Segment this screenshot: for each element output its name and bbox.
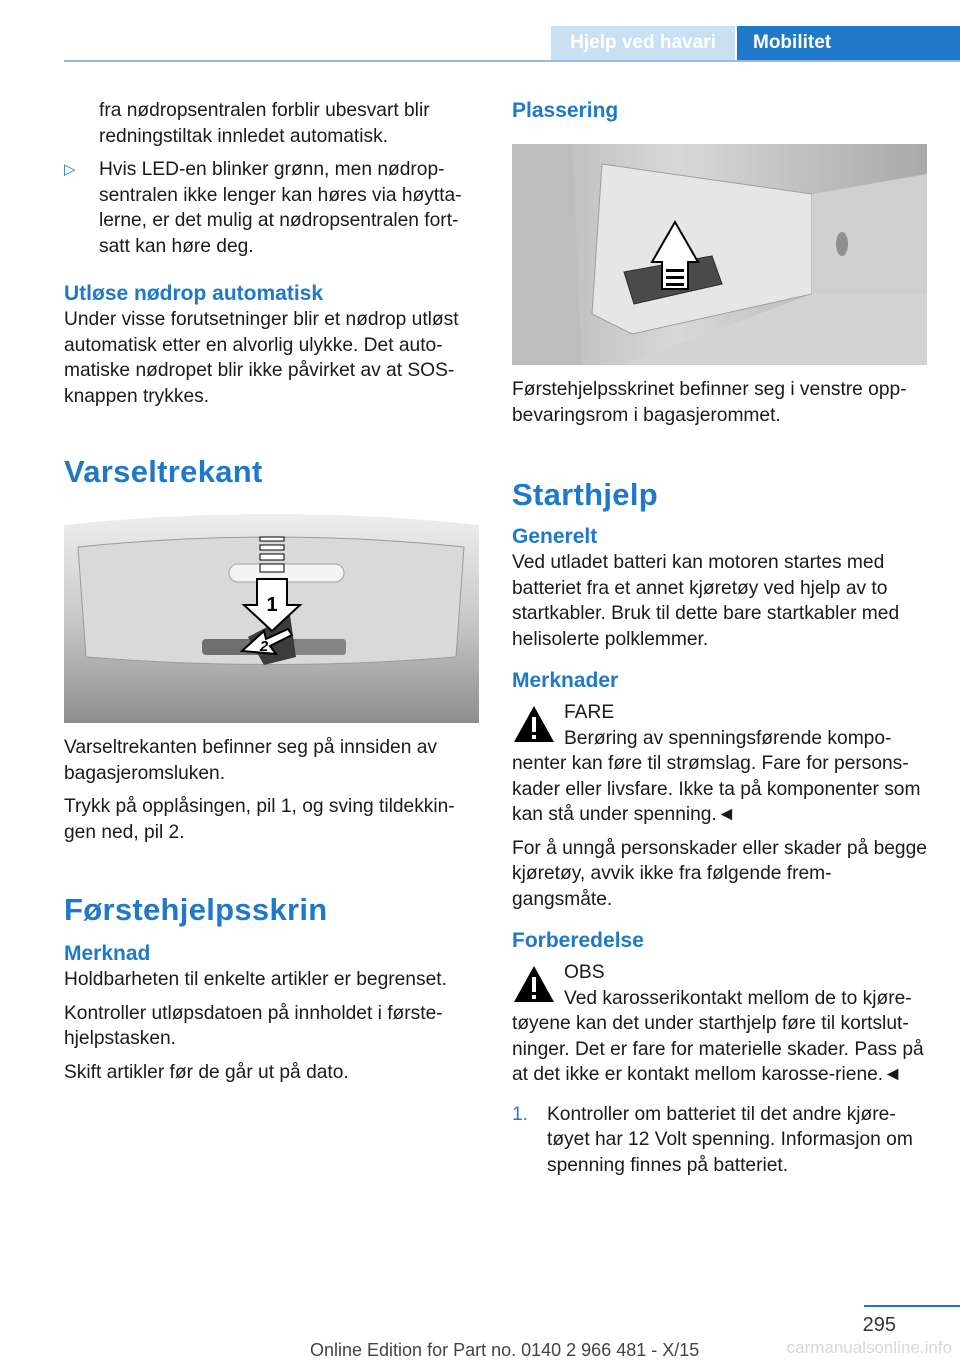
first-aid-heading: Førstehjelpsskrin xyxy=(64,892,328,927)
trunk-compartment-illustration xyxy=(512,144,927,365)
led-bullet-text: Hvis LED-en blinker grønn, men nødrop-sentralen ikke lenger kan høres via høytta-lerne, er det mulig at nødropsentralen fort-satt kan høre deg. xyxy=(99,159,462,257)
first-aid-figure xyxy=(512,144,927,365)
arrow-1-label: 1 xyxy=(266,594,278,616)
page-number: 295 xyxy=(862,1314,896,1336)
caution-text: Ved karosserikontakt mellom de to kjøre-tøyene kan det under starthjelp føre til kortslut-ninger. Det er fare for materielle skader. Pass på at det ikke er kontakt mellom karosse-riene.◄ xyxy=(512,987,924,1085)
auto-emergency-heading: Utløse nødrop automatisk xyxy=(64,282,324,305)
arrow-2-label: 2 xyxy=(259,638,269,655)
step-1-number: 1. xyxy=(512,1103,529,1125)
warning-triangle-icon xyxy=(512,704,556,744)
trunk-lid-figure xyxy=(64,507,479,723)
jump-start-heading: Starthjelp xyxy=(512,477,658,512)
placement-heading: Plassering xyxy=(512,99,619,122)
general-heading: Generelt xyxy=(512,525,598,548)
caution-triangle-icon xyxy=(512,964,556,1004)
note-heading: Merknad xyxy=(64,942,151,965)
caution-word: OBS xyxy=(564,962,605,983)
watermark: carmanualsonline.info xyxy=(786,1338,952,1357)
caution-warning xyxy=(512,960,927,1088)
triangle-instruction-text: Trykk på opplåsingen, pil 1, og sving tildekkin-gen ned, pil 2. xyxy=(64,796,455,843)
section-tab[interactable]: Hjelp ved havari xyxy=(551,26,735,60)
triangle-location-text: Varseltrekanten befinner seg på innsiden av bagasjeromsluken. xyxy=(64,737,437,784)
avoid-damage-text: For å unngå personskader eller skader på begge kjøretøy, avvik ikke fra følgende frem-gangsmåte. xyxy=(512,837,927,910)
danger-warning xyxy=(512,700,927,828)
notes-heading: Merknader xyxy=(512,669,619,692)
preparation-heading: Forberedelse xyxy=(512,929,644,952)
danger-text: Berøring av spenningsførende kompo-nenter kan føre til strømslag. Fare for persons-kader eller livsfare. Ikke ta på komponenter som kan stå under spenning.◄ xyxy=(512,727,921,825)
footer-rule xyxy=(864,1305,960,1307)
triangle-bullet-icon: ▷ xyxy=(64,161,76,178)
note-text-3: Skift artikler før de går ut på dato. xyxy=(64,1061,349,1083)
left-column xyxy=(64,98,479,1093)
trunk-lid-illustration xyxy=(64,507,479,723)
step-1-text: Kontroller om batteriet til det andre kjøre-tøyet har 12 Volt spenning. Informasjon om spenning finnes på batteriet. xyxy=(547,1103,913,1176)
intro-continuation: fra nødropsentralen forblir ubesvart blir redningstiltak innledet automatisk. xyxy=(99,100,430,147)
led-bullet xyxy=(64,157,479,259)
chapter-tab[interactable]: Mobilitet xyxy=(737,26,960,60)
right-column xyxy=(512,98,927,1178)
header-rule xyxy=(64,60,960,62)
note-text-2: Kontroller utløpsdatoen på innholdet i første-hjelpstasken. xyxy=(64,1002,443,1049)
danger-word: FARE xyxy=(564,702,615,723)
placement-text: Førstehjelpsskrinet befinner seg i venstre opp-bevaringsrom i bagasjerommet. xyxy=(512,379,907,426)
general-text: Ved utladet batteri kan motoren startes med batteriet fra et annet kjøretøy ved hjelp av to startkabler. Bruk til dette bare startkabler med helisolerte polklemmer. xyxy=(512,552,900,650)
edition-text: Online Edition for Part no. 0140 2 966 481 - X/15 xyxy=(310,1340,700,1360)
auto-emergency-text: Under visse forutsetninger blir et nødrop utløst automatisk etter en alvorlig ulykke. Det auto-matiske nødropet blir ikke påvirket av at SOS-knappen trykkes. xyxy=(64,309,459,407)
step-1 xyxy=(512,1102,927,1179)
note-text-1: Holdbarheten til enkelte artikler er begrenset. xyxy=(64,969,447,990)
warning-triangle-heading: Varseltrekant xyxy=(64,454,263,489)
